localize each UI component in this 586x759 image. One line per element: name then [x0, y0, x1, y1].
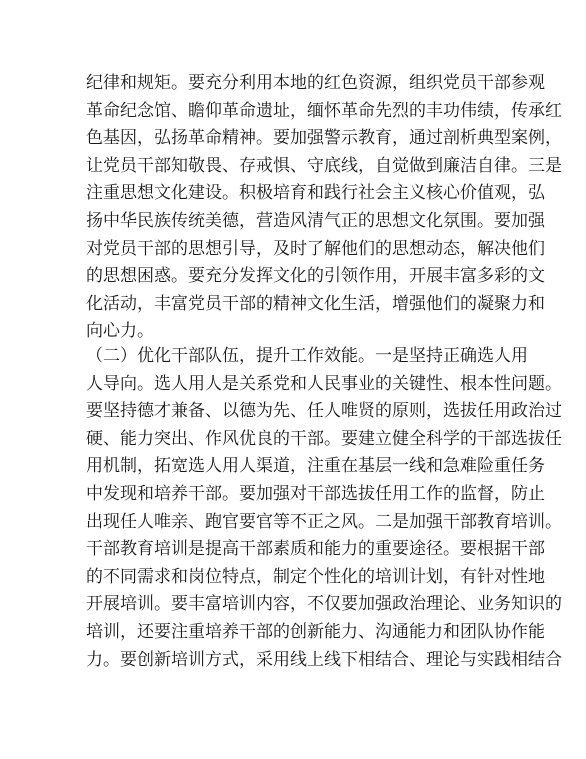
text-line: （二）优化干部队伍，提升工作效能。一是坚持正确选人用	[86, 346, 528, 366]
text-line: 培训，还要注重培养干部的创新能力、沟通能力和团队协作能	[86, 621, 545, 642]
text-line: 干部教育培训是提高干部素质和能力的重要途径。要根据干部	[86, 539, 545, 560]
text-line: 用机制，拓宽选人用人渠道，注重在基层一线和急难险重任务	[86, 456, 545, 477]
paragraph-party-discipline-culture	[86, 70, 562, 346]
text-line: 扬中华民族传统美德，营造风清气正的思想文化氛围。要加强	[86, 210, 545, 231]
text-line: 中发现和培养干部。要加强对干部选拔任用工作的监督，防止	[86, 483, 545, 504]
text-line: 硬、能力突出、作风优良的干部。要建立健全科学的干部选拔任	[86, 428, 562, 449]
text-line: 开展培训。要丰富培训内容，不仅要加强政治理论、业务知识的	[86, 594, 562, 615]
text-line: 对党员干部的思想引导，及时了解他们的思想动态，解决他们	[86, 238, 545, 259]
text-line: 色基因，弘扬革命精神。要加强警示教育，通过剖析典型案例，	[86, 128, 562, 149]
paragraph-optimize-cadre-team	[86, 343, 562, 674]
text-line: 纪律和规矩。要充分利用本地的红色资源，组织党员干部参观	[86, 73, 545, 93]
text-line: 人导向。选人用人是关系党和人民事业的关键性、根本性问题。	[86, 373, 562, 394]
text-line: 注重思想文化建设。积极培育和践行社会主义核心价值观，弘	[86, 183, 545, 204]
text-line: 要坚持德才兼备、以德为先、任人唯贤的原则，选拔任用政治过	[86, 401, 562, 422]
text-line: 的不同需求和岗位特点，制定个性化的培训计划，有针对性地	[86, 566, 545, 587]
text-line: 让党员干部知敬畏、存戒惧、守底线，自觉做到廉洁自律。三是	[86, 155, 562, 176]
text-line: 力。要创新培训方式，采用线上线下相结合、理论与实践相结合	[86, 649, 562, 670]
text-line: 的思想困惑。要充分发挥文化的引领作用，开展丰富多彩的文	[86, 266, 545, 287]
text-line: 出现任人唯亲、跑官要官等不正之风。二是加强干部教育培训。	[86, 511, 562, 532]
text-line: 革命纪念馆、瞻仰革命遗址，缅怀革命先烈的丰功伟绩，传承红	[86, 100, 562, 121]
text-line: 向心力。	[86, 321, 154, 342]
text-line: 化活动，丰富党员干部的精神文化生活，增强他们的凝聚力和	[86, 293, 545, 314]
